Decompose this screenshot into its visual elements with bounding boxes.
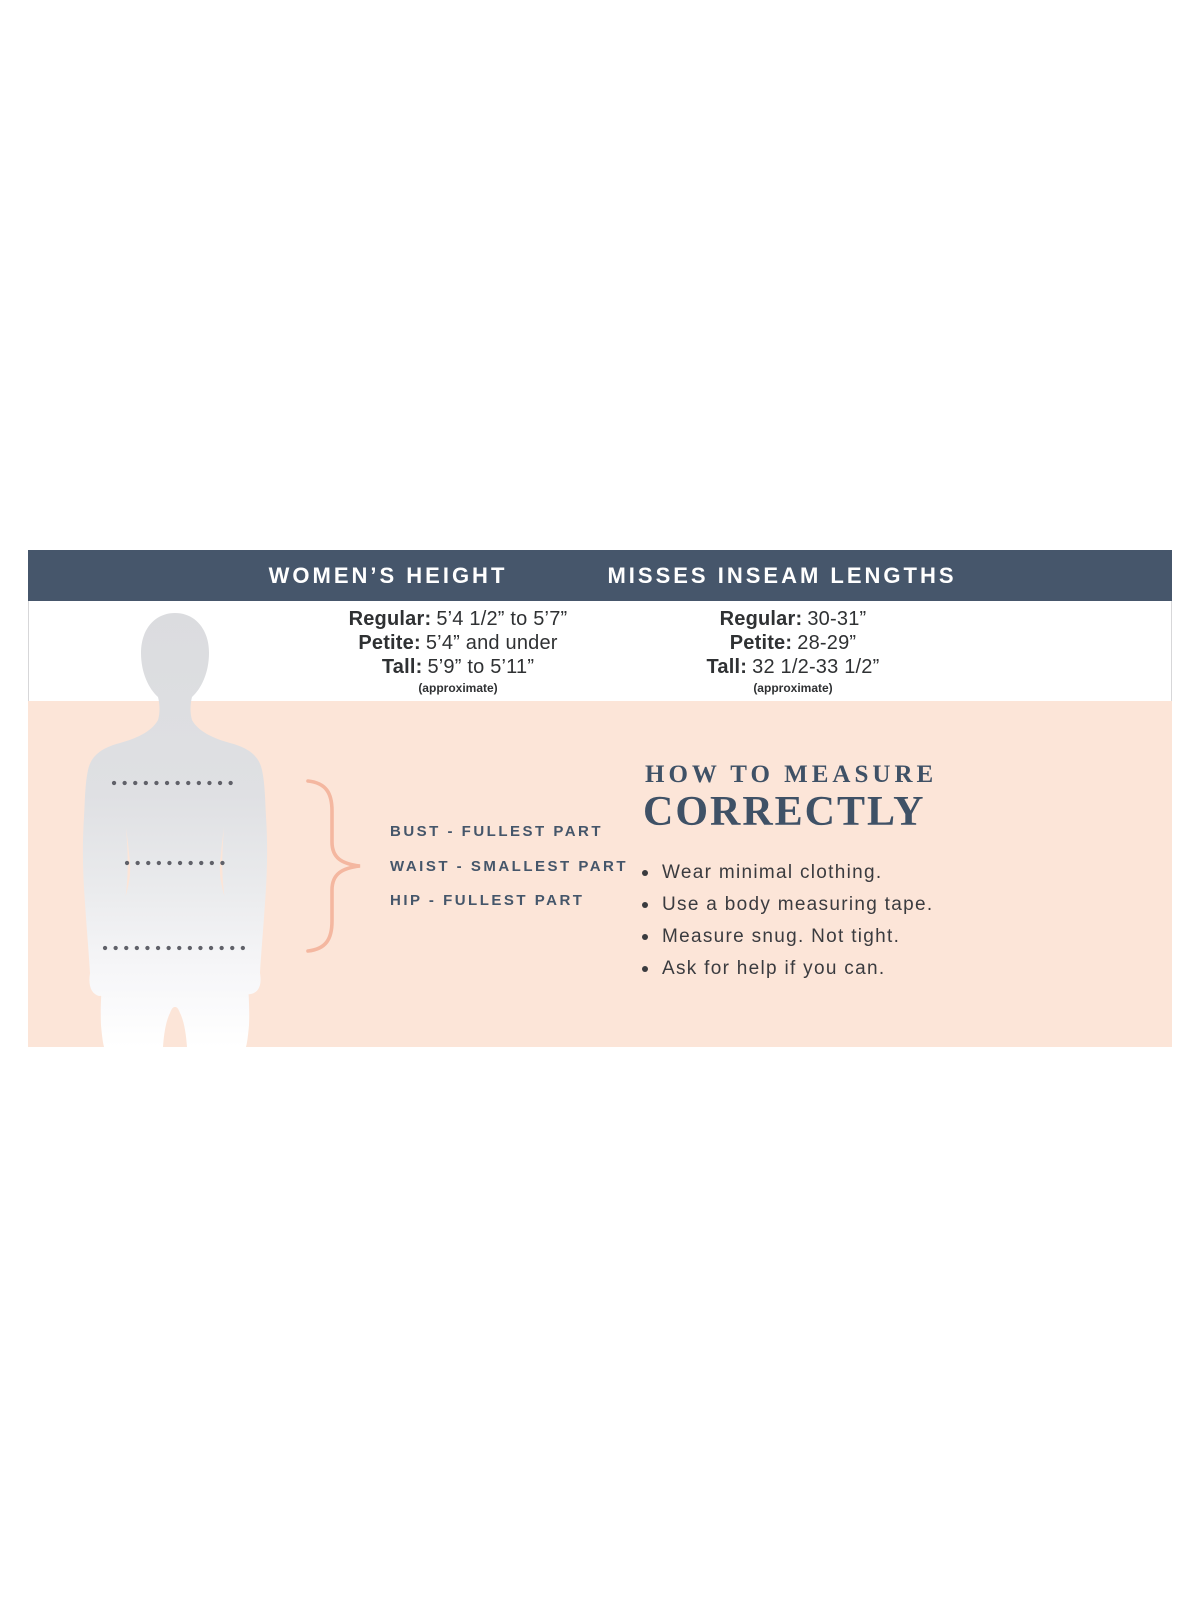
height-tall-value: 5’9” to 5’11” (427, 656, 535, 678)
howto-bullet-text: Ask for help if you can. (662, 957, 886, 979)
height-regular-label: Regular: (348, 608, 432, 630)
hip-label: HIP - FULLEST PART (390, 892, 585, 909)
womens-height-header: WOMEN’S HEIGHT (268, 563, 508, 588)
waist-label: WAIST - SMALLEST PART (390, 858, 629, 875)
height-approximate-note: (approximate) (418, 681, 498, 695)
inseam-tall-label: Tall: (706, 656, 748, 678)
howto-bullet-row (642, 894, 933, 915)
height-petite-value: 5’4” and under (425, 632, 558, 654)
bust-label: BUST - FULLEST PART (390, 823, 604, 840)
howto-bullet-text: Use a body measuring tape. (662, 893, 934, 915)
inseam-petite-value: 28-29” (797, 632, 857, 654)
inseam-column (613, 607, 973, 696)
inseam-approximate-note: (approximate) (753, 681, 833, 695)
inseam-regular-value: 30-31” (807, 608, 867, 630)
height-column (278, 607, 638, 696)
howto-title-line1: HOW TO MEASURE (645, 761, 938, 788)
height-regular-value: 5’4 1/2” to 5’7” (436, 608, 568, 630)
height-row-tall (278, 655, 638, 679)
bullet-icon (642, 870, 648, 876)
inseam-row-regular (613, 607, 973, 631)
inseam-row-tall (613, 655, 973, 679)
inseam-tall-value: 32 1/2-33 1/2” (752, 656, 880, 678)
bullet-icon (642, 934, 648, 940)
howto-bullet-list (642, 862, 933, 990)
height-petite-label: Petite: (358, 632, 421, 654)
howto-title-line2: CORRECTLY (643, 789, 926, 835)
measurements-brace-icon (298, 776, 372, 956)
height-row-petite (278, 631, 638, 655)
howto-bullet-row (642, 862, 933, 883)
howto-bullet-text: Wear minimal clothing. (662, 861, 883, 883)
woman-body-shape (83, 613, 267, 1047)
howto-bullet-row (642, 958, 933, 979)
misses-inseam-header: MISSES INSEAM LENGTHS (607, 563, 957, 588)
height-row-regular (278, 607, 638, 631)
inseam-row-petite (613, 631, 973, 655)
howto-bullet-text: Measure snug. Not tight. (662, 925, 901, 947)
bullet-icon (642, 966, 648, 972)
height-tall-label: Tall: (381, 656, 423, 678)
inseam-petite-label: Petite: (729, 632, 793, 654)
bullet-icon (642, 902, 648, 908)
inseam-regular-label: Regular: (719, 608, 803, 630)
woman-silhouette-graphic (28, 601, 318, 1047)
howto-bullet-row (642, 926, 933, 947)
